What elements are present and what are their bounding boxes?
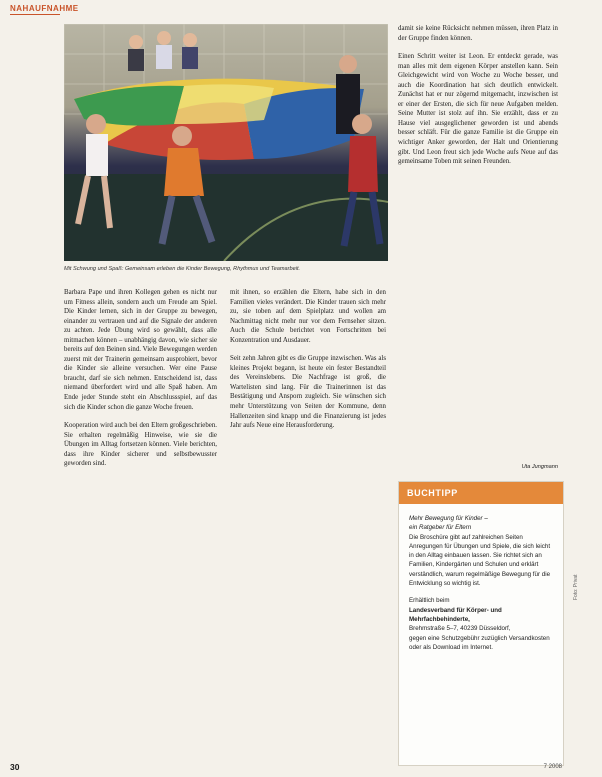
section-rule <box>10 14 60 15</box>
paragraph: Seit zehn Jahren gibt es die Gruppe inzwischen. Was als kleines Projekt begann, ist heute ein fester Bestandteil des Vereinslebens. Die Nachfrage ist groß, die Wartelisten sind lang. Für die Trainerinnen ist das Bestätigung und Ansporn zugleich. Sie wünschen sich mehr Unterstützung von Seiten der Kommune, denn Hallenzeiten sind knapp und die Finanzierung ist jedes Jahr aufs Neue eine Herausforderung. <box>230 355 386 430</box>
credit-line: Erhältlich beim <box>409 597 450 605</box>
book-tip-box <box>398 481 564 766</box>
article-photo <box>64 24 388 261</box>
lead-line: ein Ratgeber für Eltern <box>409 524 472 532</box>
gym-parachute-scene <box>64 24 388 261</box>
article-column-1 <box>64 288 217 469</box>
article-column-3 <box>398 24 558 167</box>
paragraph: damit sie keine Rücksicht nehmen müssen, ihren Platz in der Gruppe finden können. <box>398 25 558 42</box>
book-tip-credit <box>409 596 553 652</box>
section-tag: NAHAUFNAHME <box>10 4 79 13</box>
photo-credit: Foto: Privat <box>573 574 579 600</box>
paragraph: Einen Schritt weiter ist Leon. Er entdeckt gerade, was man alles mit dem eigenen Körper anstellen kann. Sein Gleichgewicht wird von Woche zu Woche besser, und auch die Koordination hat sich deutlich entwickelt. Zunächst hat er nur zögernd mitgemacht, inzwischen ist er einer der Ersten, die sich für neue Aufgaben melden. Seine Mutter ist stolz auf ihn. Sie erzählt, dass er zu Hause viel ausgeglichener geworden ist und abends besser schläft. Für die ganze Familie ist die Gruppe ein wichtiger Anker geworden, der Halt und Orientierung gibt. Und Leon freut sich jede Woche aufs Neue auf das gemeinsame Toben mit seinen Freunden. <box>398 53 558 166</box>
credit-line: oder als Download im Internet. <box>409 643 493 651</box>
book-tip-lead <box>409 514 553 533</box>
page-number: 30 <box>10 762 20 772</box>
book-tip-body <box>399 504 563 652</box>
author-byline: Uta Jungmann <box>521 464 558 470</box>
credit-line: Landesverband für Körper- und Mehrfachbehinderte, <box>409 606 502 623</box>
article-column-2 <box>230 288 386 431</box>
paragraph: Kooperation wird auch bei den Eltern großgeschrieben. Sie erhalten regelmäßig Hinweise, wie sie die Übungen im Alltag fortsetzen können. Viele berichten, dass ihre Kinder sicherer und selbstbewusster geworden sind. <box>64 422 217 468</box>
paragraph: Barbara Pape und ihren Kollegen gehen es nicht nur um Fitness allein, sondern auch um Freude am Spiel. Die Kinder lernen, sich in der Gruppe zu bewegen, einander zu vertrauen und auf die Signale der anderen zu achten. Jede Übung wird so gewählt, dass alle mitmachen können – unabhängig davon, wie sicher sie bereits auf den Beinen sind. Viele Bewegungen werden zuerst mit der Trainerin gemeinsam ausprobiert, bevor die Kinder sie alleine versuchen. Wer eine Pause braucht, darf sie sich nehmen. Entscheidend ist, dass niemand überfordert wird und alle Spaß haben. Am Ende jeder Stunde steht ein Abschlussspiel, auf das sich die Kinder schon die ganze Woche freuen. <box>64 289 217 411</box>
book-tip-heading: BUCHTIPP <box>399 482 563 504</box>
issue-label: 7 2008 <box>543 764 562 770</box>
credit-line: Brehmstraße 5–7, 40239 Düsseldorf, <box>409 625 511 633</box>
photo-caption: Mit Schwung und Spaß: Gemeinsam erleben die Kinder Bewegung, Rhythmus und Teamarbeit. <box>64 266 301 272</box>
credit-line: gegen eine Schutzgebühr zuzüglich Versandkosten <box>409 634 550 642</box>
lead-line: Mehr Bewegung für Kinder – <box>409 515 488 522</box>
paragraph: mit ihnen, so erzählen die Eltern, habe sich in den Familien vieles verändert. Die Kinder trauen sich mehr zu, sie toben auf dem Spielplatz und wollen am Nachmittag nicht mehr nur vor dem Fernseher sitzen. Auch die Schule berichtet von Fortschritten bei Konzentration und Ausdauer. <box>230 289 386 344</box>
book-tip-text: Die Broschüre gibt auf zahlreichen Seiten Anregungen für Übungen und Spiele, die sich leicht in den Alltag einbauen lassen. Sie richtet sich an Familien, Kindergärten und Schulen und erklärt verständlich, warum regelmäßige Bewegung für die Entwicklung so wichtig ist. <box>409 533 551 588</box>
